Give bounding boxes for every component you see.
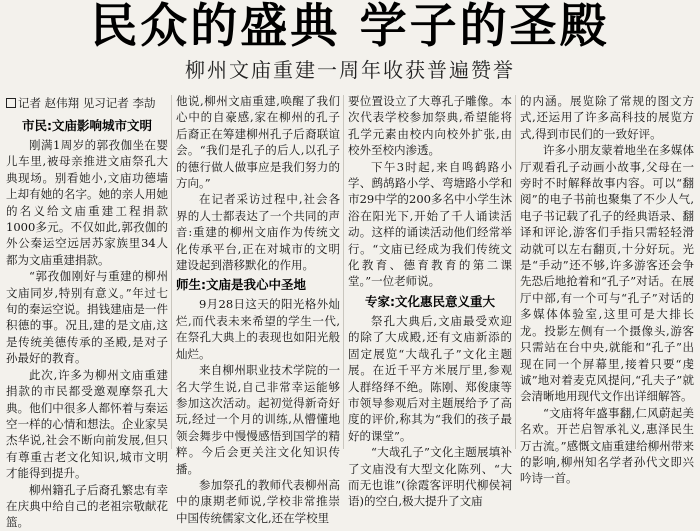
paragraph: 9月28日这天的阳光格外灿烂,而代表未来希望的学生一代,在祭孔大典上的表现也如阳光般灿烂。	[176, 297, 340, 361]
paragraph: 在记者采访过程中,社会各界的人士都表达了一个共同的声音:重建的柳州文庙作为传统文化传承平台,正在对城市的文明建设起到潜移默化的作用。	[176, 192, 340, 273]
paragraph: 来自柳州职业技术学院的一名大学生说,自己非常幸运能够参加这次活动。起初觉得新奇好玩,经过一个月的训练,从懵懂地领会舞步中慢慢感悟到国学的精粹。今后会更关注文化知识传播。	[176, 363, 340, 476]
section-title-citizens: 市民:文庙影响城市文明	[22, 118, 152, 133]
paragraph: 的内涵。展览除了常规的图文方式,还运用了许多高科技的展览方式,得到市民们的一致好评。	[520, 94, 694, 141]
section-title-teachers-students: 师生:文庙是我心中圣地	[176, 277, 306, 293]
paragraph: “郭孜伽刚好与重建的柳州文庙同岁,特别有意义。”年过七旬的秦运空说。捐钱建庙是一件积德的事。况且,建的是文庙,这是传统美德传承的圣殿,是对子孙最好的教育。	[6, 269, 168, 366]
paragraph: “大哉孔子”文化主题展填补了文庙没有大型文化陈列、“大而无也谁”(徐霞客评明代柳侯祠语)的空白,极大提升了文庙	[348, 445, 512, 509]
article-column-1	[6, 93, 168, 530]
paragraph: 要位置设立了大尊孔子雕像。本次代表学校参加祭典,希望能将孔学元素由校内向校外扩张,由校外至校内渗透。	[348, 94, 512, 158]
article-column-2	[176, 93, 340, 525]
article-column-4	[520, 93, 694, 486]
paragraph: 他说,柳州文庙重建,唤醒了我们心中的自豪感,家在柳州的孔子后裔正在筹建柳州孔子后裔联谊会。“我们是孔子的后人,以孔子的德行做人做事应是我们努力的方向。”	[176, 94, 340, 191]
subheadline: 柳州文庙重建一周年收获普遍赞誉	[185, 58, 515, 82]
paragraph: 下午3时起,来自鸣鹤路小学、鹧鸪路小学、弯塘路小学和市29中学的200多名中小学生沐浴在阳光下,开始了千人诵读活动。这样的诵读活动他们经常举行。“文庙已经成为我们传统文化教育、德育教育的第二课堂。”一位老师说。	[348, 159, 512, 289]
byline-text: 记者 赵伟翔 见习记者 李劼	[18, 96, 156, 110]
section-title-experts: 专家:文化惠民意义重大	[365, 293, 495, 309]
headline: 民众的盛典 学子的圣殿	[90, 0, 610, 54]
paragraph: 许多小朋友蒙着地坐在多媒体厅观看孔子动画小故事,父母在一旁时不时解释故事内容。可以“翻阅”的电子书前也聚集了不少人气,电子书记载了孔子的经典语录、翻译和评论,游客们手指只需轻轻滑动就可以左右翻页,十分好玩。光是“手动”还不够,许多游客还会争先恐后地抢着和“孔子”对话。在展厅中部,有一个可与“孔子”对话的多媒体体验室,这里可是大排长龙。投影左侧有一个摄像头,游客只需站在台中央,就能和“孔子”出现在同一个屏幕里,接着只要“虔诚”地对着麦克风提问,“孔夫子”就会清晰地用现代文作出详细解答。	[520, 143, 694, 404]
byline	[6, 95, 168, 111]
column-divider	[515, 95, 516, 449]
paragraph: 参加祭孔的教师代表柳州高中的康期老师说,学校非常推崇中国传统儒家文化,还在学校里	[176, 477, 340, 525]
paragraph: “文庙将年盛事翻,仁风蔚起美名欢。开芒启智承礼义,惠泽民生万古流。”感慨文庙重建给柳州带来的影响,柳州知名学者孙代文即兴吟诗一首。	[520, 405, 694, 486]
article-column-3	[348, 93, 512, 509]
column-divider	[171, 95, 172, 449]
column-divider	[343, 95, 344, 449]
paragraph: 此次,许多为柳州文庙重建捐款的市民都受邀观摩祭孔大典。他们中很多人都怀着与秦运空一样的心情和想法。企业家吴杰华说,社会不断向前发展,但只有尊重古老文化知识,城市文明才能得到提升。	[6, 367, 168, 481]
paragraph: 祭孔大典后,文庙最受欢迎的除了大成殿,还有文庙新添的固定展览“大哉孔子”文化主题展。在近千平方米展厅里,参观人群络绎不绝。陈刚、郑俊康等市领导参观后对主题展给予了高度的评价,称其为“我们的孩子最好的课堂”。	[348, 313, 512, 443]
paragraph: 刚满1周岁的郭孜伽坐在婴儿车里,被母亲推进文庙祭孔大典现场。别看她小,文庙功德墙上却有她的名字。她的亲人用她的名义给文庙重建工程捐款1000多元。不仅如此,郭孜伽的外公秦运空远居苏家族里34人都为文庙重建捐款。	[6, 138, 168, 267]
paragraph: 柳州籍孔子后裔孔繁忠有幸在庆典中给自己的老祖宗敬献花篮。	[6, 482, 168, 530]
box-bullet-icon	[6, 98, 16, 108]
